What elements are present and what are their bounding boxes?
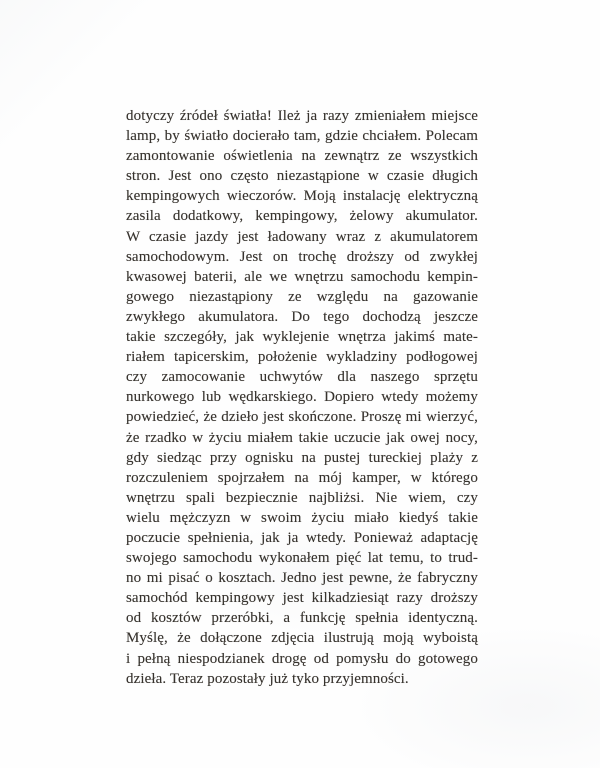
text-line [126,488,478,508]
text-line-content: zasila dodatkowy, kempingowy, żelowy akumulator. [126,208,478,225]
text-line [126,407,478,427]
text-line [126,267,478,287]
text-line [126,126,478,146]
text-line [126,327,478,347]
text-line-content: stron. Jest ono często niezastąpione w czasie długich [126,168,478,185]
text-line-content: poczucie spełnienia, jak ja wtedy. Ponieważ adaptację [126,529,478,546]
text-line-content: W czasie jazdy jest ładowany wraz z akumulatorem [126,228,478,245]
text-line [126,387,478,407]
text-line [126,588,478,608]
text-line-content: od kosztów przeróbki, a funkcję spełnia identyczną. [126,610,478,627]
text-line-content: kempingowych wieczorów. Moją instalację elektryczną [126,188,478,205]
text-line [126,287,478,307]
text-line [126,247,478,267]
text-line-content: takie szczegóły, jak wyklejenie wnętrza jakimś mate- [126,329,478,346]
text-line-content: dzieła. Teraz pozostały już tyko przyjemności. [126,670,409,687]
text-line-content: czy zamocowanie uchwytów dla naszego sprzętu [126,369,478,386]
text-line-content: dotyczy źródeł światła! Ileż ja razy zmieniałem miejsce [126,108,478,124]
text-line [126,367,478,387]
text-line-content: kwasowej baterii, ale we wnętrzu samochodu kempin- [126,268,478,285]
text-line-content: samochód kempingowy jest kilkadziesiąt razy droższy [126,590,478,607]
text-line-content: gdy siedząc przy ognisku na pustej tureckiej plaży z [126,449,478,466]
text-line-content: lamp, by światło docierało tam, gdzie chciałem. Polecam [126,128,478,145]
text-line [126,548,478,568]
text-line [126,206,478,226]
text-line [126,608,478,628]
text-line [126,508,478,528]
text-line-content: zamontowanie oświetlenia na zewnątrz ze wszystkich [126,148,478,165]
text-line-content: i pełną niespodzianek drogę od pomysłu do gotowego [126,650,478,667]
text-line [126,227,478,247]
text-line-content: swojego samochodu wykonałem pięć lat temu, to trud- [126,550,478,567]
text-line-content: rozczuleniem spojrzałem na mój kamper, w którego [126,469,478,486]
text-line-content: że rzadko w życiu miałem takie uczucie jak owej nocy, [126,429,478,446]
text-line-content: samochodowym. Jest on trochę droższy od zwykłej [126,248,478,265]
text-line-content: Myślę, że dołączone zdjęcia ilustrują moją wyboistą [126,630,478,647]
text-line-content: wielu mężczyzn w swoim życiu miało kiedyś takie [126,509,478,526]
text-line [126,568,478,588]
text-line [126,307,478,327]
text-line [126,166,478,186]
text-line [126,186,478,206]
page-text-block [126,106,478,689]
text-line-content: no mi pisać o kosztach. Jedno jest pewne, że fabryczny [126,570,478,587]
text-line-content: wnętrzu spali bezpiecznie najbliżsi. Nie wiem, czy [126,489,478,506]
text-line [126,106,478,126]
text-line [126,468,478,488]
text-line-content: gowego niezastąpiony ze względu na gazowanie [126,288,478,305]
text-line [126,628,478,648]
text-line [126,146,478,166]
text-line [126,528,478,548]
text-line [126,347,478,367]
text-line [126,649,478,669]
text-line-content: powiedzieć, że dzieło jest skończone. Proszę mi wierzyć, [126,409,478,426]
text-line [126,669,478,689]
text-line-content: nurkowego lub wędkarskiego. Dopiero wtedy możemy [126,389,478,406]
text-line-content: riałem tapicerskim, położenie wykladziny podłogowej [126,349,478,366]
text-line [126,448,478,468]
text-line [126,428,478,448]
text-line-content: zwykłego akumulatora. Do tego dochodzą jeszcze [126,308,478,325]
